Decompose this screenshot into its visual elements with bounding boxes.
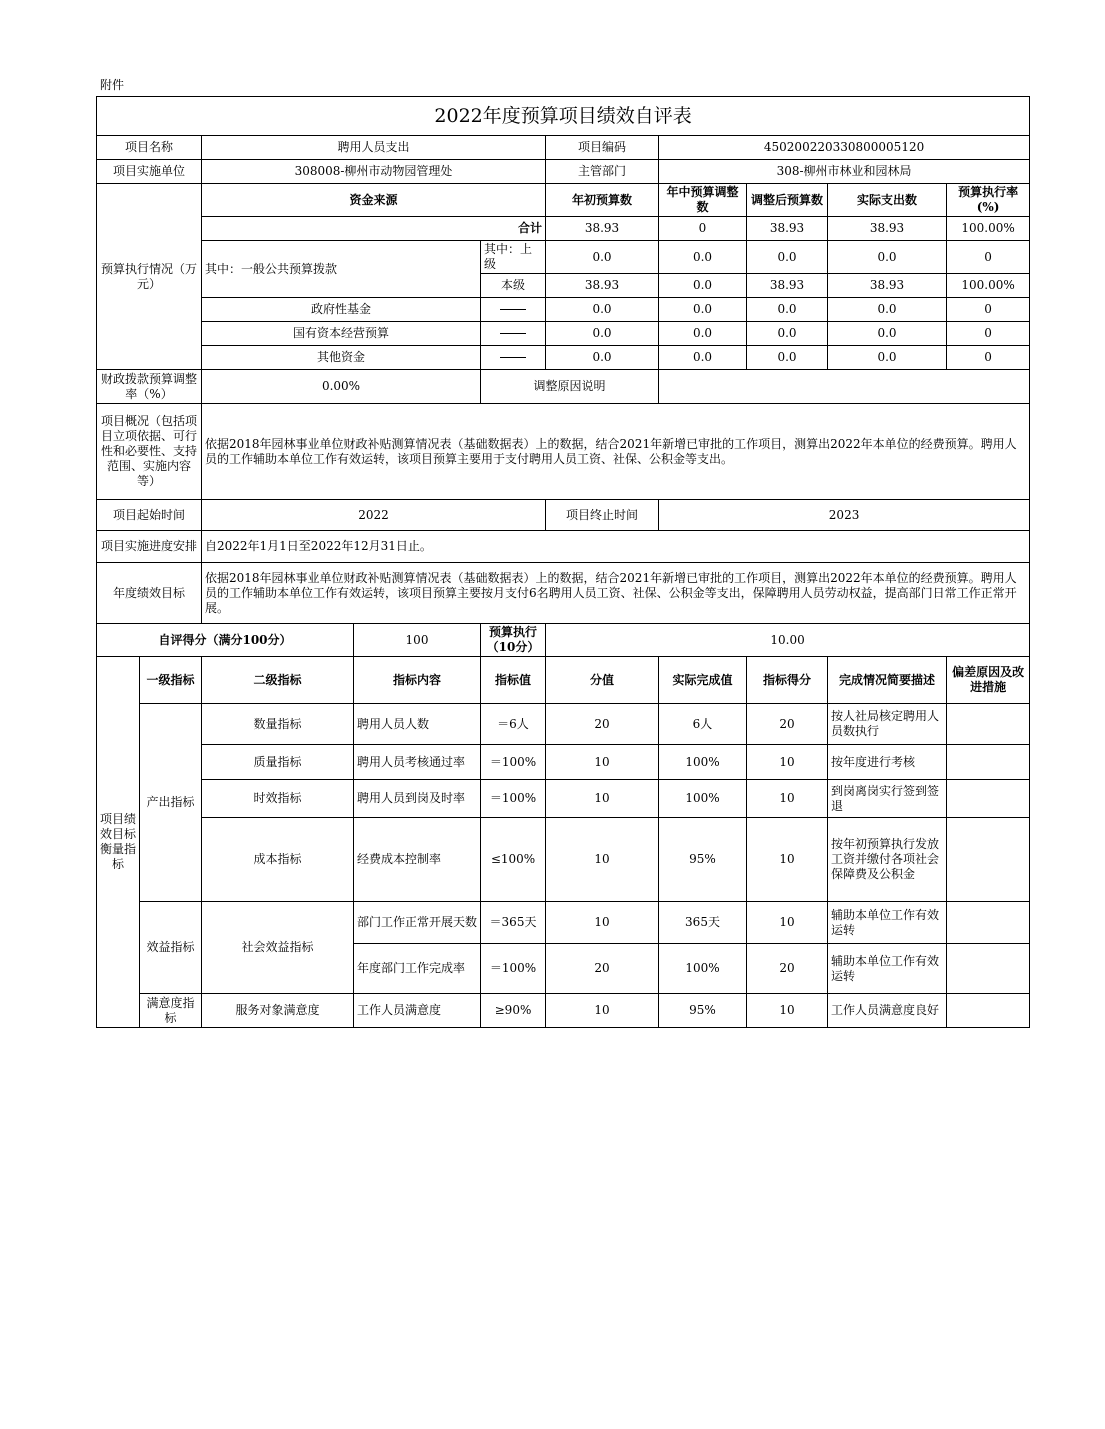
state-capital-dash	[481, 322, 546, 346]
table-row	[97, 745, 1030, 780]
points-cell: 10	[546, 994, 659, 1028]
level2-cell: 质量指标	[202, 745, 354, 780]
output-indicator-label: 产出指标	[140, 704, 202, 902]
header-fund-source: 资金来源	[202, 184, 546, 217]
score-cell: 10	[747, 818, 828, 902]
header-actual-spend: 实际支出数	[828, 184, 947, 217]
local-actual: 38.93	[828, 274, 947, 298]
deviation-cell	[947, 902, 1030, 944]
project-name: 聘用人员支出	[202, 136, 546, 160]
desc-cell: 到岗离岗实行签到签退	[828, 780, 947, 818]
upper-label: 其中：上级	[481, 241, 546, 274]
deviation-cell	[947, 780, 1030, 818]
score-cell: 20	[747, 704, 828, 745]
points-cell: 20	[546, 944, 659, 994]
target-cell: ＝100%	[481, 944, 546, 994]
state-capital-label: 国有资本经营预算	[202, 322, 481, 346]
header-content: 指标内容	[354, 657, 481, 704]
deviation-cell	[947, 944, 1030, 994]
score-cell: 20	[747, 944, 828, 994]
header-level1: 一级指标	[140, 657, 202, 704]
schedule-label: 项目实施进度安排	[97, 531, 202, 563]
gov-fund-actual: 0.0	[828, 298, 947, 322]
table-row	[97, 994, 1030, 1028]
desc-cell: 按年度进行考核	[828, 745, 947, 780]
upper-adjusted: 0.0	[747, 241, 828, 274]
target-cell: ＝6人	[481, 704, 546, 745]
header-exec-rate: 预算执行率(%)	[947, 184, 1030, 217]
points-cell: 10	[546, 745, 659, 780]
points-cell: 10	[546, 902, 659, 944]
score-cell: 10	[747, 994, 828, 1028]
desc-cell: 按人社局核定聘用人员数执行	[828, 704, 947, 745]
gov-fund-adjusted: 0.0	[747, 298, 828, 322]
header-deviation: 偏差原因及改进措施	[947, 657, 1030, 704]
score-cell: 10	[747, 902, 828, 944]
budget-exec-score: 10.00	[546, 624, 1030, 657]
performance-evaluation-table	[96, 96, 1030, 1028]
adjust-rate: 0.00%	[202, 370, 481, 404]
overview-text: 依据2018年园林事业单位财政补贴测算情况表（基础数据表）上的数据，结合2021年新增已审批的工作项目，测算出2022年本单位的经费预算。聘用人员的工作辅助本单位工作有效运转，该项目预算主要用于支付聘用人员工资、社保、公积金等支出。	[202, 404, 1030, 500]
content-cell: 聘用人员考核通过率	[354, 745, 481, 780]
points-cell: 20	[546, 704, 659, 745]
start-time: 2022	[202, 500, 546, 531]
points-cell: 10	[546, 818, 659, 902]
other-fund-dash	[481, 346, 546, 370]
target-cell: ＝100%	[481, 745, 546, 780]
local-initial: 38.93	[546, 274, 659, 298]
project-code-label: 项目编码	[546, 136, 659, 160]
points-cell: 10	[546, 780, 659, 818]
header-target: 指标值	[481, 657, 546, 704]
upper-actual: 0.0	[828, 241, 947, 274]
other-fund-label: 其他资金	[202, 346, 481, 370]
impl-unit: 308008-柳州市动物园管理处	[202, 160, 546, 184]
upper-rate: 0	[947, 241, 1030, 274]
other-fund-mid: 0.0	[659, 346, 747, 370]
local-adjusted: 38.93	[747, 274, 828, 298]
upper-initial: 0.0	[546, 241, 659, 274]
gov-fund-initial: 0.0	[546, 298, 659, 322]
benefit-indicator-label: 效益指标	[140, 902, 202, 994]
budget-section-label: 预算执行情况（万元）	[97, 184, 202, 370]
content-cell: 年度部门工作完成率	[354, 944, 481, 994]
total-adjusted: 38.93	[747, 217, 828, 241]
overview-label: 项目概况（包括项目立项依据、可行性和必要性、支持范围、实施内容等）	[97, 404, 202, 500]
desc-cell: 辅助本单位工作有效运转	[828, 902, 947, 944]
other-fund-adjusted: 0.0	[747, 346, 828, 370]
header-desc: 完成情况简要描述	[828, 657, 947, 704]
deviation-cell	[947, 994, 1030, 1028]
content-cell: 聘用人员到岗及时率	[354, 780, 481, 818]
level2-cell: 成本指标	[202, 818, 354, 902]
self-score-label: 自评得分（满分100分）	[97, 624, 354, 657]
actual-cell: 95%	[659, 994, 747, 1028]
table-row	[97, 818, 1030, 902]
content-cell: 工作人员满意度	[354, 994, 481, 1028]
end-time: 2023	[659, 500, 1030, 531]
deviation-cell	[947, 745, 1030, 780]
indicator-section-label: 项目绩效目标衡量指标	[97, 657, 140, 1028]
project-code: 450200220330800005120	[659, 136, 1030, 160]
impl-unit-label: 项目实施单位	[97, 160, 202, 184]
actual-cell: 100%	[659, 944, 747, 994]
schedule-text: 自2022年1月1日至2022年12月31日止。	[202, 531, 1030, 563]
table-row	[97, 902, 1030, 944]
actual-cell: 95%	[659, 818, 747, 902]
table-row	[97, 704, 1030, 745]
level2-cell: 社会效益指标	[202, 902, 354, 994]
dept-label: 主管部门	[546, 160, 659, 184]
actual-cell: 365天	[659, 902, 747, 944]
header-actual: 实际完成值	[659, 657, 747, 704]
score-cell: 10	[747, 780, 828, 818]
desc-cell: 辅助本单位工作有效运转	[828, 944, 947, 994]
annual-goal-text: 依据2018年园林事业单位财政补贴测算情况表（基础数据表）上的数据，结合2021年新增已审批的工作项目，测算出2022年本单位的经费预算。聘用人员的工作辅助本单位工作有效运转，该项目预算主要按月支付6名聘用人员工资、社保、公积金等支出，保障聘用人员劳动权益，提高部门日常工作正常开展。	[202, 563, 1030, 624]
general-budget-label: 其中：一般公共预算拨款	[202, 241, 481, 298]
header-adjusted-budget: 调整后预算数	[747, 184, 828, 217]
state-capital-actual: 0.0	[828, 322, 947, 346]
total-mid: 0	[659, 217, 747, 241]
budget-exec-score-label: 预算执行（10分）	[481, 624, 546, 657]
gov-fund-dash	[481, 298, 546, 322]
start-time-label: 项目起始时间	[97, 500, 202, 531]
header-score: 指标得分	[747, 657, 828, 704]
local-rate: 100.00%	[947, 274, 1030, 298]
local-label: 本级	[481, 274, 546, 298]
dept: 308-柳州市林业和园林局	[659, 160, 1030, 184]
level2-cell: 数量指标	[202, 704, 354, 745]
state-capital-rate: 0	[947, 322, 1030, 346]
other-fund-initial: 0.0	[546, 346, 659, 370]
adjust-reason-label: 调整原因说明	[481, 370, 659, 404]
adjust-rate-label: 财政拨款预算调整率（%）	[97, 370, 202, 404]
deviation-cell	[947, 818, 1030, 902]
level2-cell: 时效指标	[202, 780, 354, 818]
content-cell: 部门工作正常开展天数	[354, 902, 481, 944]
other-fund-actual: 0.0	[828, 346, 947, 370]
target-cell: ＝100%	[481, 780, 546, 818]
other-fund-rate: 0	[947, 346, 1030, 370]
gov-fund-rate: 0	[947, 298, 1030, 322]
header-mid-adjust: 年中预算调整数	[659, 184, 747, 217]
annual-goal-label: 年度绩效目标	[97, 563, 202, 624]
total-label: 合计	[202, 217, 546, 241]
attachment-label: 附件	[100, 78, 125, 92]
target-cell: ≤100%	[481, 818, 546, 902]
local-mid: 0.0	[659, 274, 747, 298]
actual-cell: 6人	[659, 704, 747, 745]
level2-cell: 服务对象满意度	[202, 994, 354, 1028]
content-cell: 经费成本控制率	[354, 818, 481, 902]
gov-fund-label: 政府性基金	[202, 298, 481, 322]
desc-cell: 工作人员满意度良好	[828, 994, 947, 1028]
target-cell: ≥90%	[481, 994, 546, 1028]
upper-mid: 0.0	[659, 241, 747, 274]
adjust-reason	[659, 370, 1030, 404]
end-time-label: 项目终止时间	[546, 500, 659, 531]
project-name-label: 项目名称	[97, 136, 202, 160]
table-title: 2022年度预算项目绩效自评表	[97, 97, 1030, 136]
state-capital-initial: 0.0	[546, 322, 659, 346]
target-cell: ＝365天	[481, 902, 546, 944]
total-actual: 38.93	[828, 217, 947, 241]
state-capital-mid: 0.0	[659, 322, 747, 346]
header-level2: 二级指标	[202, 657, 354, 704]
self-score: 100	[354, 624, 481, 657]
table-row	[97, 780, 1030, 818]
gov-fund-mid: 0.0	[659, 298, 747, 322]
header-initial-budget: 年初预算数	[546, 184, 659, 217]
satisfaction-indicator-label: 满意度指标	[140, 994, 202, 1028]
state-capital-adjusted: 0.0	[747, 322, 828, 346]
desc-cell: 按年初预算执行发放工资并缴付各项社会保障费及公积金	[828, 818, 947, 902]
deviation-cell	[947, 704, 1030, 745]
score-cell: 10	[747, 745, 828, 780]
header-points: 分值	[546, 657, 659, 704]
actual-cell: 100%	[659, 745, 747, 780]
total-initial: 38.93	[546, 217, 659, 241]
actual-cell: 100%	[659, 780, 747, 818]
content-cell: 聘用人员人数	[354, 704, 481, 745]
total-rate: 100.00%	[947, 217, 1030, 241]
